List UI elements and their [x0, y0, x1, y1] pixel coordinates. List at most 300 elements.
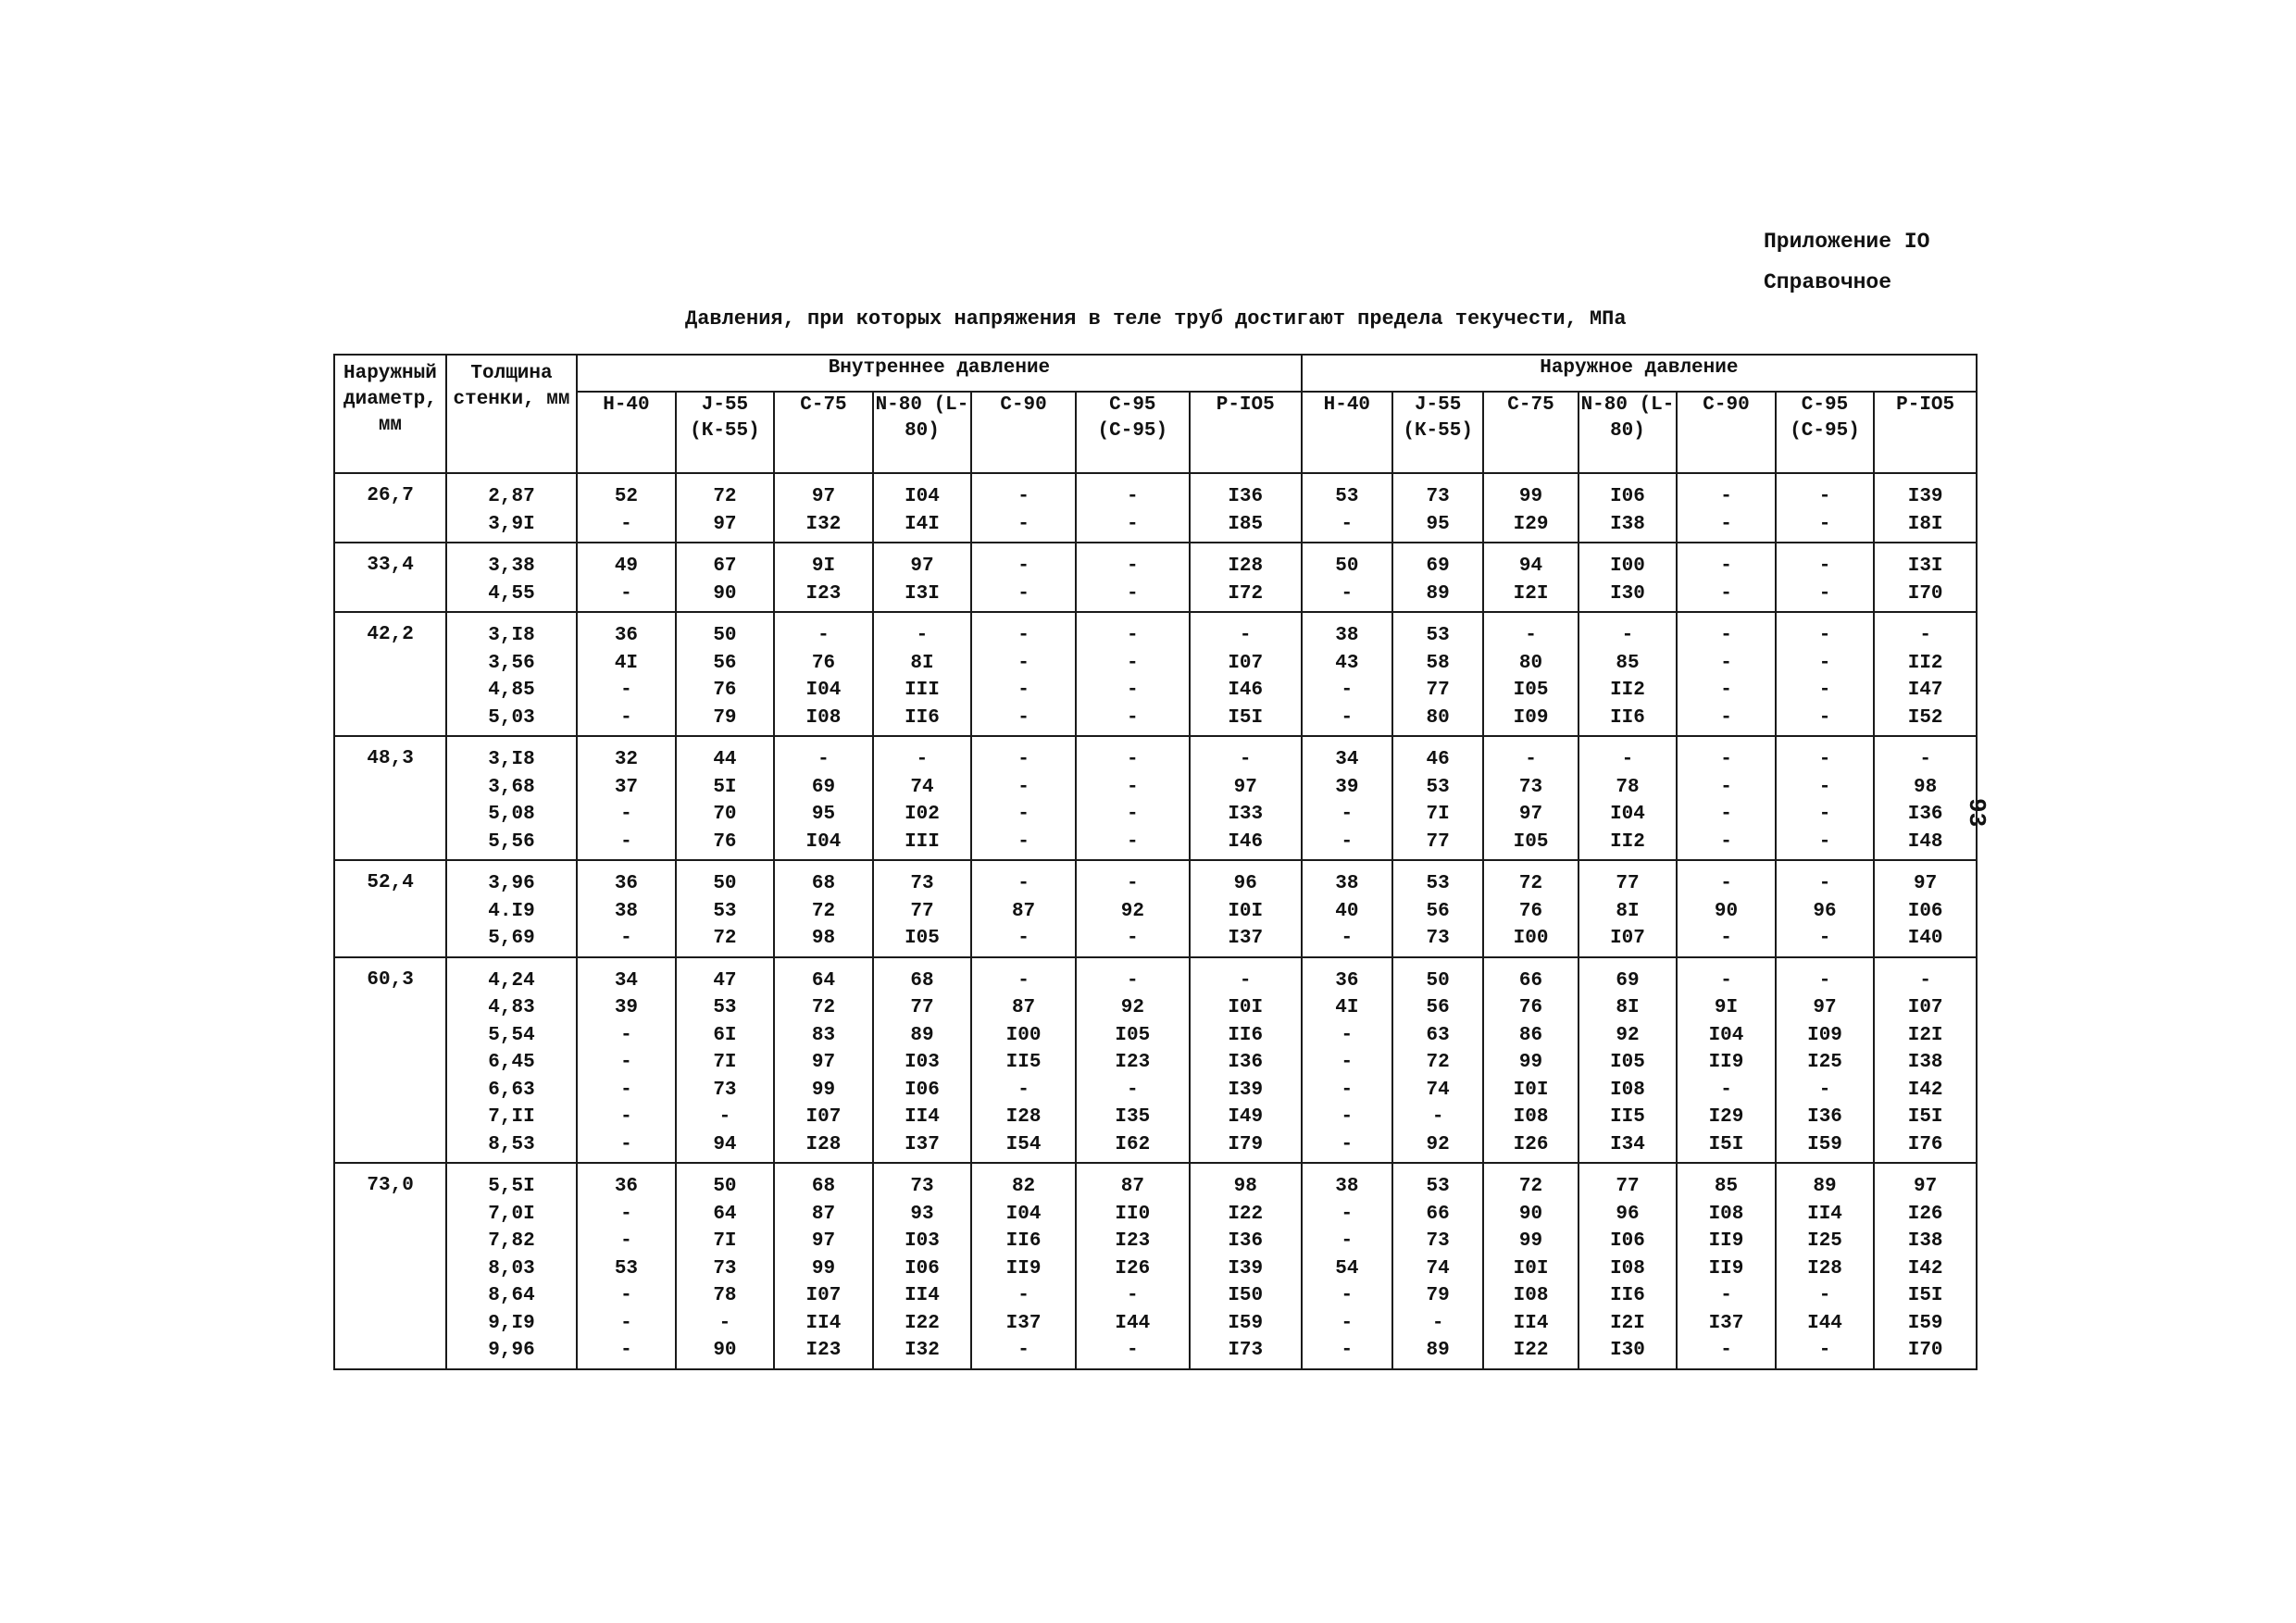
pressure-value: 97	[1914, 1176, 1938, 1197]
wall-thickness-value: 8,53	[488, 1133, 535, 1155]
pressure-value: 90	[1714, 900, 1739, 922]
pressure-value: 50	[713, 1176, 737, 1197]
pressure-value: 85	[1714, 1176, 1739, 1197]
outer-diameter-cell: 42,2	[334, 612, 446, 736]
pressure-value: I76	[1907, 1133, 1943, 1155]
pressure-value: I72	[1228, 582, 1264, 605]
pressure-value: I08	[1708, 1203, 1744, 1225]
pressure-value: -	[620, 1133, 632, 1155]
diameter-group-row	[334, 860, 1977, 957]
pressure-value: 4I	[614, 652, 639, 674]
pressure-value: 44	[713, 749, 737, 770]
grade-header: N-80 (L-80)	[873, 392, 972, 473]
pressure-cell	[1776, 473, 1875, 543]
pressure-cell	[1578, 612, 1678, 736]
pressure-value: -	[620, 1230, 632, 1252]
pressure-value: 77	[910, 900, 934, 922]
pressure-value: 80	[1518, 652, 1543, 674]
pressure-value: I0I	[1513, 1257, 1549, 1280]
pressure-value: -	[1720, 625, 1732, 646]
pressure-value: 96	[1813, 900, 1837, 922]
pressure-value: -	[1919, 969, 1931, 992]
pressure-value: II6	[1610, 706, 1645, 729]
pressure-value: 72	[811, 900, 836, 922]
pressure-value: -	[817, 625, 830, 646]
pressure-cell	[1578, 860, 1678, 957]
pressure-value: -	[1341, 1203, 1354, 1225]
wall-thickness-cell	[446, 957, 577, 1164]
pressure-value: I07	[805, 1106, 842, 1128]
pressure-value: -	[1818, 928, 1831, 949]
pressure-value: 73	[1518, 776, 1543, 798]
pressure-value: I00	[1513, 928, 1549, 949]
pressure-value: I06	[1610, 486, 1645, 507]
pressure-cell	[1302, 957, 1392, 1164]
pressure-value: 53	[614, 1257, 639, 1280]
pressure-value: 78	[1616, 776, 1640, 798]
pressure-value: -	[1818, 513, 1831, 535]
pressure-cell	[1392, 736, 1483, 860]
pressure-value: -	[1341, 804, 1354, 825]
wall-thickness-value: 5,54	[488, 1024, 535, 1046]
pressure-value: 39	[1335, 776, 1359, 798]
pressure-value: II6	[1610, 1285, 1645, 1306]
pressure-value: I48	[1907, 830, 1943, 853]
wall-thickness-value: 9,I9	[488, 1312, 535, 1334]
pressure-value: 76	[713, 830, 737, 853]
pressure-value: 7I	[713, 1052, 737, 1073]
pressure-value: 97	[1813, 997, 1837, 1018]
pressure-value: I70	[1907, 582, 1943, 605]
pressure-value: 89	[910, 1024, 934, 1046]
pressure-value: 73	[1426, 486, 1450, 507]
pressure-value: I2I	[1610, 1312, 1645, 1334]
pressure-value: -	[1017, 873, 1029, 894]
pressure-value: I28	[805, 1133, 842, 1155]
pressure-value: -	[1818, 1079, 1831, 1101]
pressure-value: 8I	[910, 652, 934, 674]
pressure-value: -	[1127, 804, 1139, 825]
pressure-value: 77	[1616, 873, 1640, 894]
pressure-cell	[1190, 1163, 1302, 1369]
pressure-value: 8I	[1616, 900, 1640, 922]
pressure-value: I29	[1513, 513, 1549, 535]
pressure-cell	[873, 736, 972, 860]
pressure-cell	[1392, 473, 1483, 543]
pressure-value: 36	[614, 873, 639, 894]
pressure-value: II9	[1708, 1052, 1744, 1073]
pressure-cell	[1483, 612, 1578, 736]
pressure-value: -	[1017, 625, 1029, 646]
pressure-cell	[1578, 957, 1678, 1164]
pressure-value: I37	[1228, 928, 1264, 949]
pressure-value: 76	[1518, 997, 1543, 1018]
pressure-value: I36	[1228, 486, 1264, 507]
pressure-value: -	[1720, 1079, 1732, 1101]
pressure-cell	[1076, 736, 1190, 860]
pressure-value: I36	[1907, 804, 1943, 825]
pressure-cell	[676, 612, 775, 736]
pressure-cell	[1874, 1163, 1977, 1369]
pressure-value: -	[1341, 1285, 1354, 1306]
pressure-value: -	[916, 749, 929, 770]
pressure-value: I50	[1228, 1285, 1264, 1306]
pressure-value: 4I	[1335, 997, 1359, 1018]
pressure-cell	[971, 473, 1076, 543]
pressure-value: -	[1017, 804, 1029, 825]
pressure-value: 5I	[713, 776, 737, 798]
pressure-value: -	[1127, 776, 1139, 798]
pressure-value: 32	[614, 749, 639, 770]
pressure-value: 47	[713, 969, 737, 992]
grade-header: J-55 (К-55)	[676, 392, 775, 473]
grade-header: С-75	[774, 392, 873, 473]
grade-header: J-55 (К-55)	[1392, 392, 1483, 473]
pressure-value: -	[1431, 1312, 1444, 1334]
pressure-cell	[1392, 860, 1483, 957]
pressure-value: I05	[1610, 1052, 1645, 1073]
pressure-cell	[1677, 957, 1776, 1164]
pressure-value: I37	[1708, 1312, 1744, 1334]
pressure-cell	[577, 612, 676, 736]
pressure-value: I08	[1513, 1285, 1549, 1306]
pressure-value: -	[1341, 1024, 1354, 1046]
pressure-value: -	[1017, 513, 1029, 535]
pressure-cell	[676, 1163, 775, 1369]
pressure-value: 72	[713, 486, 737, 507]
pressure-value: 34	[614, 969, 639, 992]
pressure-value: 90	[713, 1340, 737, 1361]
pressure-value: -	[1127, 749, 1139, 770]
pressure-value: 58	[1426, 652, 1450, 674]
pressure-value: -	[1720, 1340, 1732, 1361]
pressure-cell	[1190, 860, 1302, 957]
pressure-value: 92	[1426, 1133, 1450, 1155]
pressure-cell	[1578, 473, 1678, 543]
pressure-value: 87	[811, 1203, 836, 1225]
pressure-value: -	[620, 1312, 632, 1334]
pressure-value: 95	[811, 804, 836, 825]
pressure-value: I05	[905, 928, 940, 949]
pressure-value: 54	[1335, 1257, 1359, 1280]
pressure-value: -	[1720, 706, 1732, 729]
pressure-value: I23	[1115, 1052, 1151, 1073]
pressure-value: 56	[1426, 997, 1450, 1018]
pressure-value: 39	[614, 997, 639, 1018]
diameter-group-row	[334, 473, 1977, 543]
pressure-value: 98	[1233, 1176, 1257, 1197]
pressure-value: I05	[1513, 830, 1549, 853]
pressure-value: I52	[1907, 706, 1943, 729]
wall-thickness-cell	[446, 1163, 577, 1369]
pressure-cell	[873, 612, 972, 736]
pressure-value: II4	[1807, 1203, 1842, 1225]
pressure-value: 80	[1426, 706, 1450, 729]
pressure-value: I54	[1005, 1133, 1042, 1155]
pressure-value: I30	[1610, 1340, 1645, 1361]
pressure-cell	[971, 957, 1076, 1164]
pressure-value: 97	[811, 486, 836, 507]
pressure-value: -	[1127, 582, 1139, 605]
pressure-value: 97	[713, 513, 737, 535]
pressure-value: -	[1017, 652, 1029, 674]
pressure-value: 53	[1426, 625, 1450, 646]
pressure-value: I5I	[1907, 1106, 1943, 1128]
pressure-value: -	[817, 749, 830, 770]
pressure-value: -	[620, 1052, 632, 1073]
pressure-value: 63	[1426, 1024, 1450, 1046]
pressure-value: I03	[905, 1230, 940, 1252]
pressure-value: 68	[910, 969, 934, 992]
pressure-value: I07	[1610, 928, 1645, 949]
pressure-value: I08	[1610, 1079, 1645, 1101]
pressure-value: -	[1720, 652, 1732, 674]
pressure-value: I02	[905, 804, 940, 825]
pressure-value: I26	[1513, 1133, 1549, 1155]
grade-header: С-95 (С-95)	[1076, 392, 1190, 473]
pressure-value: 77	[910, 997, 934, 1018]
pressure-value: -	[1341, 1106, 1354, 1128]
wall-thickness-value: 5,03	[488, 706, 535, 729]
pressure-value: -	[1017, 749, 1029, 770]
pressure-value: I30	[1610, 582, 1645, 605]
pressure-value: II5	[1610, 1106, 1645, 1128]
pressure-value: 76	[1518, 900, 1543, 922]
page-number: 93	[1963, 798, 1990, 828]
pressure-value: 92	[1616, 1024, 1640, 1046]
pressure-value: II9	[1005, 1257, 1042, 1280]
pressure-value: 97	[811, 1230, 836, 1252]
pressure-value: I59	[1807, 1133, 1842, 1155]
pressure-value: -	[1127, 486, 1139, 507]
pressure-value: -	[1818, 680, 1831, 701]
pressure-value: 6I	[713, 1024, 737, 1046]
pressure-cell	[971, 860, 1076, 957]
pressure-value: 36	[614, 1176, 639, 1197]
pressure-table	[333, 354, 1978, 1370]
pressure-value: 94	[1518, 556, 1543, 577]
pressure-value: I07	[1228, 652, 1264, 674]
pressure-value: I32	[805, 513, 842, 535]
pressure-cell	[1483, 473, 1578, 543]
pressure-value: -	[1525, 625, 1537, 646]
pressure-value: -	[1017, 486, 1029, 507]
pressure-cell	[577, 957, 676, 1164]
pressure-value: 38	[614, 900, 639, 922]
pressure-cell	[1874, 860, 1977, 957]
pressure-value: I5I	[1708, 1133, 1744, 1155]
pressure-value: I09	[1513, 706, 1549, 729]
pressure-value: I38	[1610, 513, 1645, 535]
pressure-cell	[1392, 1163, 1483, 1369]
pressure-value: 72	[1518, 1176, 1543, 1197]
pressure-value: 78	[713, 1285, 737, 1306]
wall-thickness-cell	[446, 473, 577, 543]
wall-thickness-cell	[446, 543, 577, 612]
pressure-value: -	[1017, 830, 1029, 853]
pressure-cell	[1776, 860, 1875, 957]
pressure-value: I42	[1907, 1079, 1943, 1101]
wall-thickness-value: 5,08	[488, 804, 535, 825]
pressure-cell	[1677, 736, 1776, 860]
pressure-value: -	[1818, 706, 1831, 729]
wall-thickness-value: 3,9I	[488, 513, 535, 535]
pressure-value: -	[1127, 556, 1139, 577]
pressure-value: 79	[1426, 1285, 1450, 1306]
pressure-value: -	[1341, 680, 1354, 701]
pressure-value: -	[1720, 1285, 1732, 1306]
pressure-value: II4	[1513, 1312, 1549, 1334]
pressure-value: -	[1017, 776, 1029, 798]
pressure-value: 86	[1518, 1024, 1543, 1046]
pressure-value: I8I	[1907, 513, 1943, 535]
pressure-value: -	[1341, 830, 1354, 853]
pressure-value: I06	[905, 1079, 940, 1101]
pressure-cell	[774, 473, 873, 543]
pressure-cell	[1076, 860, 1190, 957]
pressure-value: I09	[1807, 1024, 1842, 1046]
pressure-value: 73	[713, 1257, 737, 1280]
pressure-cell	[873, 1163, 972, 1369]
pressure-value: I2I	[1907, 1024, 1943, 1046]
pressure-value: 90	[1518, 1203, 1543, 1225]
pressure-value: -	[1127, 1285, 1139, 1306]
appendix-label: Приложение IO	[1764, 230, 1930, 254]
pressure-value: I23	[805, 1340, 842, 1361]
pressure-value: -	[1127, 625, 1139, 646]
pressure-value: I37	[905, 1133, 940, 1155]
pressure-value: 97	[1914, 873, 1938, 894]
pressure-cell	[873, 957, 972, 1164]
pressure-value: 99	[1518, 1052, 1543, 1073]
pressure-value: -	[620, 1106, 632, 1128]
pressure-value: -	[1818, 749, 1831, 770]
pressure-cell	[1483, 543, 1578, 612]
pressure-value: 53	[1426, 1176, 1450, 1197]
pressure-value: 38	[1335, 625, 1359, 646]
wall-thickness-value: 4,24	[488, 969, 535, 992]
pressure-value: I46	[1228, 830, 1264, 853]
pressure-value: -	[1621, 625, 1634, 646]
pressure-value: II4	[905, 1106, 940, 1128]
pressure-value: 53	[1426, 873, 1450, 894]
pressure-value: 66	[1426, 1203, 1450, 1225]
pressure-value: 50	[713, 625, 737, 646]
pressure-value: -	[1720, 486, 1732, 507]
col-outer-diameter: Наружный диаметр, мм	[334, 355, 446, 473]
wall-thickness-value: 4,55	[488, 582, 535, 605]
pressure-cell	[873, 543, 972, 612]
pressure-value: I73	[1228, 1340, 1264, 1361]
pressure-cell	[676, 473, 775, 543]
pressure-cell	[1076, 957, 1190, 1164]
pressure-value: I04	[1005, 1203, 1042, 1225]
pressure-cell	[1578, 543, 1678, 612]
pressure-value: -	[1017, 969, 1029, 992]
group-external-pressure: Наружное давление	[1302, 355, 1977, 392]
outer-diameter-cell: 48,3	[334, 736, 446, 860]
pressure-value: 87	[1011, 900, 1036, 922]
pressure-value: I34	[1610, 1133, 1645, 1155]
pressure-cell	[1392, 957, 1483, 1164]
pressure-value: 99	[1518, 1230, 1543, 1252]
pressure-value: -	[1239, 969, 1252, 992]
pressure-value: -	[1017, 1285, 1029, 1306]
pressure-value: 74	[1426, 1079, 1450, 1101]
pressure-value: I28	[1228, 556, 1264, 577]
wall-thickness-value: 3,38	[488, 556, 535, 577]
pressure-cell	[577, 543, 676, 612]
pressure-value: -	[620, 1079, 632, 1101]
pressure-value: I39	[1907, 486, 1943, 507]
pressure-value: I06	[905, 1257, 940, 1280]
pressure-value: -	[1818, 582, 1831, 605]
pressure-value: II6	[1005, 1230, 1042, 1252]
pressure-value: -	[1919, 749, 1931, 770]
pressure-value: I08	[805, 706, 842, 729]
pressure-value: 38	[1335, 873, 1359, 894]
pressure-cell	[1677, 543, 1776, 612]
col-wall-thickness: Толщина стенки, мм	[446, 355, 577, 473]
wall-thickness-value: 7,0I	[488, 1203, 535, 1225]
pressure-value: -	[1720, 556, 1732, 577]
wall-thickness-cell	[446, 860, 577, 957]
pressure-value: -	[1341, 706, 1354, 729]
group-internal-pressure: Внутреннее давление	[577, 355, 1302, 392]
wall-thickness-cell	[446, 736, 577, 860]
pressure-value: -	[620, 928, 632, 949]
pressure-value: 89	[1426, 582, 1450, 605]
pressure-value: 97	[1233, 776, 1257, 798]
pressure-cell	[971, 612, 1076, 736]
pressure-value: I03	[905, 1052, 940, 1073]
pressure-value: -	[620, 1203, 632, 1225]
pressure-value: 40	[1335, 900, 1359, 922]
pressure-value: 52	[614, 486, 639, 507]
pressure-value: I05	[1513, 680, 1549, 701]
pressure-value: I39	[1228, 1257, 1264, 1280]
pressure-value: I04	[905, 486, 940, 507]
pressure-value: 56	[713, 652, 737, 674]
pressure-value: 53	[1426, 776, 1450, 798]
pressure-value: -	[1720, 513, 1732, 535]
pressure-value: -	[1818, 1340, 1831, 1361]
wall-thickness-value: 4,85	[488, 680, 535, 701]
pressure-value: 89	[1813, 1176, 1837, 1197]
pressure-value: 69	[1426, 556, 1450, 577]
pressure-value: 97	[811, 1052, 836, 1073]
pressure-value: -	[620, 830, 632, 853]
pressure-value: 99	[1518, 486, 1543, 507]
pressure-value: 99	[811, 1079, 836, 1101]
pressure-cell	[1677, 473, 1776, 543]
pressure-cell	[873, 473, 972, 543]
pressure-cell	[774, 860, 873, 957]
pressure-value: -	[1818, 625, 1831, 646]
wall-thickness-value: 7,82	[488, 1230, 535, 1252]
pressure-cell	[1776, 1163, 1875, 1369]
pressure-cell	[1392, 543, 1483, 612]
pressure-cell	[676, 957, 775, 1164]
pressure-value: 90	[713, 582, 737, 605]
pressure-value: -	[1818, 652, 1831, 674]
pressure-cell	[1302, 860, 1392, 957]
pressure-value: I04	[805, 680, 842, 701]
grade-header: N-80 (L-80)	[1578, 392, 1678, 473]
pressure-value: 99	[811, 1257, 836, 1280]
pressure-value: -	[620, 1024, 632, 1046]
pressure-cell	[971, 543, 1076, 612]
